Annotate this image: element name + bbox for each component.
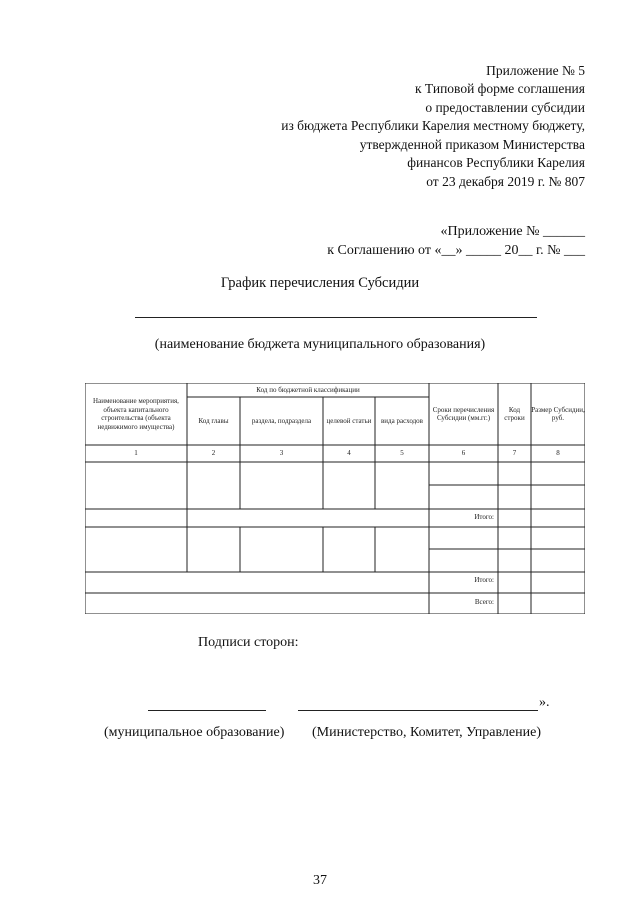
header-expense-type: вида расходов <box>381 416 423 425</box>
signatures-title: Подписи сторон: <box>198 635 299 650</box>
column-number-3: 3 <box>279 449 284 458</box>
column-number-5: 5 <box>400 449 404 458</box>
header-line-5: утвержденной приказом Министерства <box>359 137 585 152</box>
appendix-number-line: «Приложение № ______ <box>440 224 585 239</box>
header-row-code: Код строки <box>504 405 525 422</box>
municipality-signature-line <box>148 710 266 711</box>
header-line-1: Приложение № 5 <box>486 63 585 78</box>
column-number-6: 6 <box>461 449 466 458</box>
column-number-8: 8 <box>556 449 560 458</box>
header-line-4: из бюджета Республики Карелия местному бюджету, <box>281 118 585 133</box>
column-number-1: 1 <box>134 449 138 458</box>
budget-name-line <box>135 317 537 318</box>
subtotal-label: Итого: <box>474 576 494 584</box>
ministry-caption: (Министерство, Комитет, Управление) <box>312 725 541 740</box>
header-transfer-dates: Сроки перечисления Субсидии (мм.гг.) <box>432 405 495 422</box>
header-line-2: к Типовой форме соглашения <box>415 81 585 96</box>
header-target-item: целевой статьи <box>326 416 372 425</box>
closing-quote: ». <box>539 695 550 710</box>
header-budget-classification: Код по бюджетной классификации <box>256 385 360 394</box>
header-line-3: о предоставлении субсидии <box>425 100 585 115</box>
municipality-caption: (муниципальное образование) <box>104 725 285 740</box>
column-number-4: 4 <box>347 449 351 458</box>
page-number: 37 <box>313 873 327 888</box>
column-number-2: 2 <box>211 449 216 458</box>
header-head-code: Код главы <box>198 416 229 425</box>
document-title: График перечисления Субсидии <box>220 275 420 291</box>
header-activity-name: Наименование мероприятия, объекта капитального строительства (объекта недвижимого имущества) <box>93 397 179 431</box>
agreement-reference-line: к Соглашению от «__» _____ 20__ г. № ___ <box>327 243 585 258</box>
ministry-signature-line <box>298 710 538 711</box>
grand-total-label: Всего: <box>474 598 494 606</box>
budget-name-caption: (наименование бюджета муниципального образования) <box>154 337 486 352</box>
column-number-7: 7 <box>512 449 517 458</box>
subtotal-label: Итого: <box>474 513 494 521</box>
header-line-7: от 23 декабря 2019 г. № 807 <box>426 174 585 189</box>
header-section-code: раздела, подраздела <box>251 416 312 425</box>
header-subsidy-amount: Размер Субсидии, руб. <box>531 405 585 422</box>
header-line-6: финансов Республики Карелия <box>407 155 585 170</box>
